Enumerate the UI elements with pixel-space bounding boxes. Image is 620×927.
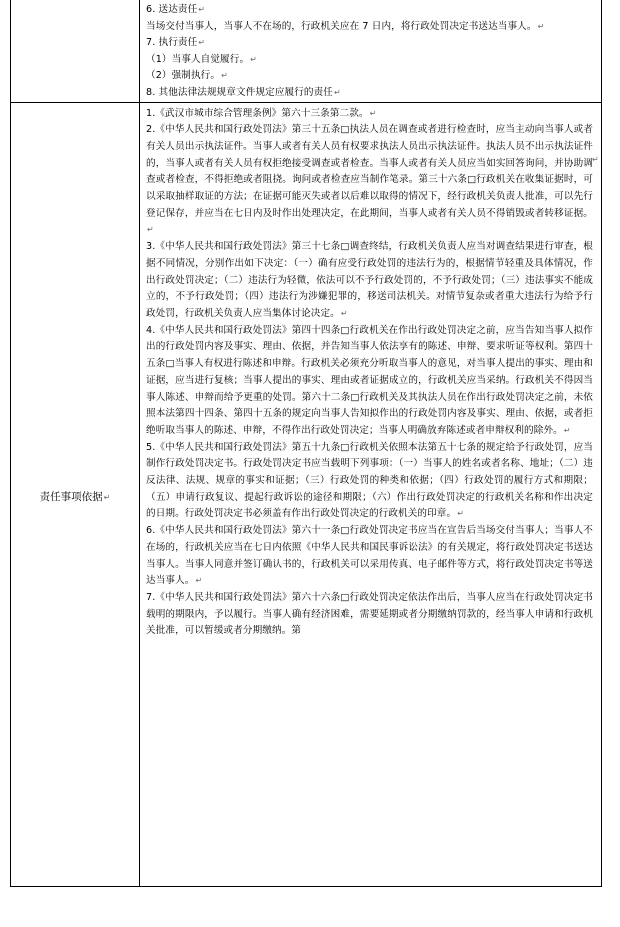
basis-paragraph-3: 3.《中华人民共和国行政处罚法》第三十七条□调查终结，行政机关负责人应当对调查结果进行审查，根据不同情况，分别作出如下决定：（一）确有应受行政处罚的违法行为的，根据情节轻重及具体情况，作出行政处罚决定；（二）违法行为轻微，依法可以不予行政处罚的，不予行政处罚；（三）违法事实不能成立的，不予行政处罚；（四）违法行为涉嫌犯罪的，移送司法机关。对情节复杂或者重大违法行为给予行政处罚，行政机关负责人应当集体讨论决定。↵ [146, 241, 593, 319]
paragraph: （1）当事人自觉履行。↵ [146, 53, 257, 65]
basis-content-cell [140, 102, 602, 886]
paragraph: （2）强制执行。↵ [146, 70, 228, 82]
basis-paragraph-5: 5.《中华人民共和国行政处罚法》第五十九条□行政机关依照本法第五十七条的规定给予行政处罚，应当制作行政处罚决定书。行政处罚决定书应当载明下列事项：（一）当事人的姓名或者名称、地址；（二）违反法律、法规、规章的事实和证据；（三）行政处罚的种类和依据；（四）行政处罚的履行方式和期限；（五）申请行政复议、提起行政诉讼的途径和期限；（六）作出行政处罚决定的行政机关名称和作出决定的日期。行政处罚决定书必须盖有作出行政处罚决定的行政机关的印章。↵ [146, 441, 593, 520]
responsibility-table [10, 0, 602, 887]
basis-paragraph-7: 7.《中华人民共和国行政处罚法》第六十六条□行政处罚决定依法作出后，当事人应当在行政处罚决定书载明的期限内，予以履行。当事人确有经济困难，需要延期或者分期缴纳罚款的，经当事人申请和行政机关批准，可以暂缓或者分期缴纳。第 [146, 591, 593, 637]
table-row-basis [11, 102, 602, 886]
upper-label-cell [11, 0, 140, 102]
paragraph: 6. 送达责任↵ [146, 4, 206, 15]
basis-paragraph-4: 4.《中华人民共和国行政处罚法》第四十四条□行政机关在作出行政处罚决定之前，应当告知当事人拟作出的行政处罚内容及事实、理由、依据，并告知当事人依法享有的陈述、申辩、要求听证等权利。第四十五条□当事人有权进行陈述和申辩。行政机关必须充分听取当事人的意见，对当事人提出的事实、理由和证据，应当进行复核；当事人提出的事实、理由或者证据成立的，行政机关应当采纳。行政机关不得因当事人陈述、申辩而给予更重的处罚。第六十二条□行政机关及其执法人员在作出行政处罚决定之前，未依照本法第四十四条、第四十五条的规定向当事人告知拟作出的行政处罚内容及事实、理由、依据，或者拒绝听取当事人的陈述、申辩，不得作出行政处罚决定；当事人明确放弃陈述或者申辩权利的除外。↵ [146, 324, 593, 436]
basis-paragraph-6: 6.《中华人民共和国行政处罚法》第六十一条□行政处罚决定书应当在宣告后当场交付当事人；当事人不在场的，行政机关应当在七日内依照《中华人民共和国民事诉讼法》的有关规定，将行政处罚决定书送达当事人。当事人同意并签订确认书的，行政机关可以采用传真、电子邮件等方式，将行政处罚决定书等送达当事人。↵ [146, 525, 593, 587]
table-row-upper [11, 0, 602, 102]
upper-content-cell [140, 0, 602, 102]
row-end-mark: ↵ [592, 155, 599, 164]
row-label: 责任事项依据 [39, 490, 103, 503]
basis-paragraph-1: 1.《武汉市城市综合管理条例》第六十三条第二款。↵ [146, 107, 377, 119]
paragraph: 8. 其他法律法规规章文件规定应履行的责任↵ [146, 86, 341, 98]
paragraph: 7. 执行责任↵ [146, 37, 206, 49]
paragraph: 当场交付当事人，当事人不在场的，行政机关应在 7 日内，将行政处罚决定书送达当事人。↵ [146, 20, 545, 32]
row-label-cell: 责任事项依据↵ [11, 102, 140, 886]
basis-paragraph-2: 2.《中华人民共和国行政处罚法》第三十五条□执法人员在调查或者进行检查时，应当主动向当事人或者有关人员出示执法证件。当事人或者有关人员有权要求执法人员出示执法证件。执法人员不出示执法证件的，当事人或者有关人员有权拒绝接受调查或者检查。当事人或者有关人员应当如实回答询问，并协助调查或者检查，不得拒绝或者阻挠。询问或者检查应当制作笔录。第三十六条□行政机关在收集证据时，可以采取抽样取证的方法；在证据可能灭失或者以后难以取得的情况下，经行政机关负责人批准，可以先行登记保存，并应当在七日内及时作出处理决定，在此期间，当事人或者有关人员不得销毁或者转移证据。↵ [146, 124, 593, 235]
